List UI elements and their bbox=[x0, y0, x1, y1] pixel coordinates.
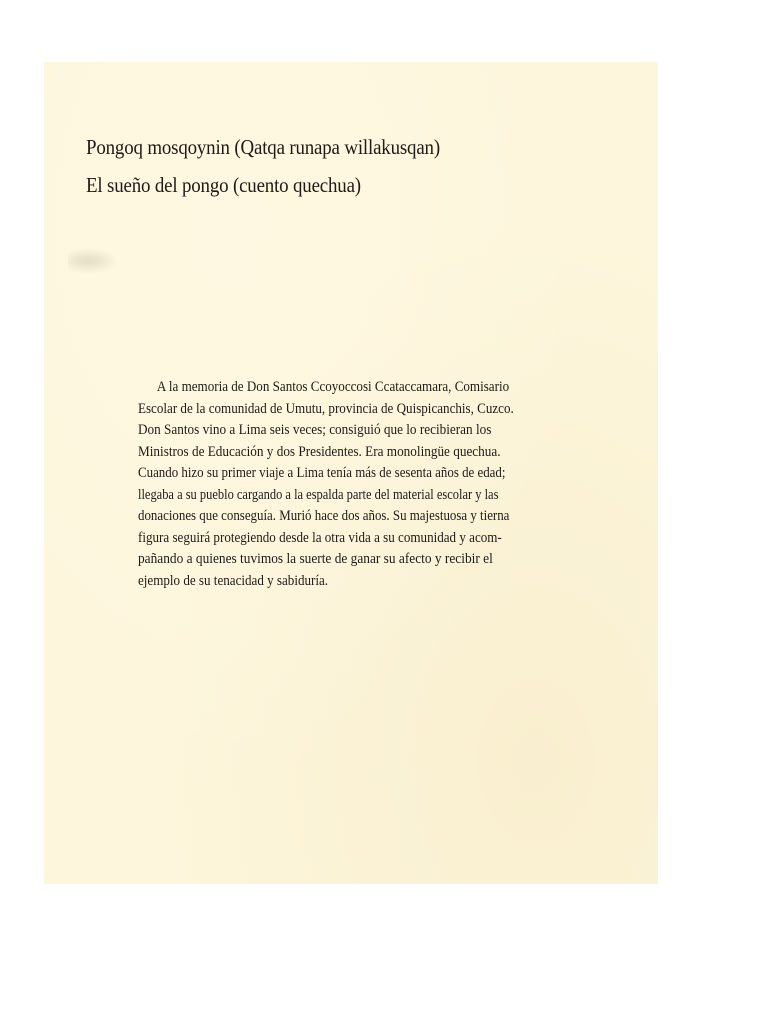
dedication-line: pañando a quienes tuvimos la suerte de ganar su afecto y recibir el bbox=[138, 550, 493, 567]
scan-smudge bbox=[68, 248, 118, 274]
dedication-line: llegaba a su pueblo cargando a la espalda parte del material escolar y las bbox=[138, 485, 499, 503]
dedication-line: figura seguirá protegiendo desde la otra vida a su comunidad y acom- bbox=[138, 528, 502, 546]
dedication-line: Don Santos vino a Lima seis veces; consiguió que lo recibieran los bbox=[138, 421, 492, 438]
dedication-paragraph bbox=[138, 376, 608, 591]
dedication-line: Ministros de Educación y dos Presidentes. Era monolingüe quechua. bbox=[138, 442, 501, 460]
dedication-line: ejemplo de su tenacidad y sabiduría. bbox=[138, 571, 329, 589]
dedication-line: Escolar de la comunidad de Umutu, provincia de Quispicanchis, Cuzco. bbox=[138, 399, 514, 417]
dedication-line: donaciones que conseguía. Murió hace dos años. Su majestuosa y tierna bbox=[138, 507, 510, 524]
scanned-page bbox=[44, 62, 658, 884]
title-quechua: Pongoq mosqoynin (Qatqa runapa willakusqan) bbox=[86, 135, 440, 159]
title-spanish: El sueño del pongo (cuento quechua) bbox=[86, 173, 361, 197]
title-block bbox=[86, 128, 626, 204]
dedication-line: Cuando hizo su primer viaje a Lima tenía más de sesenta años de edad; bbox=[138, 464, 506, 481]
dedication-line: A la memoria de Don Santos Ccoyoccosi Ccataccamara, Comisario bbox=[156, 378, 510, 395]
